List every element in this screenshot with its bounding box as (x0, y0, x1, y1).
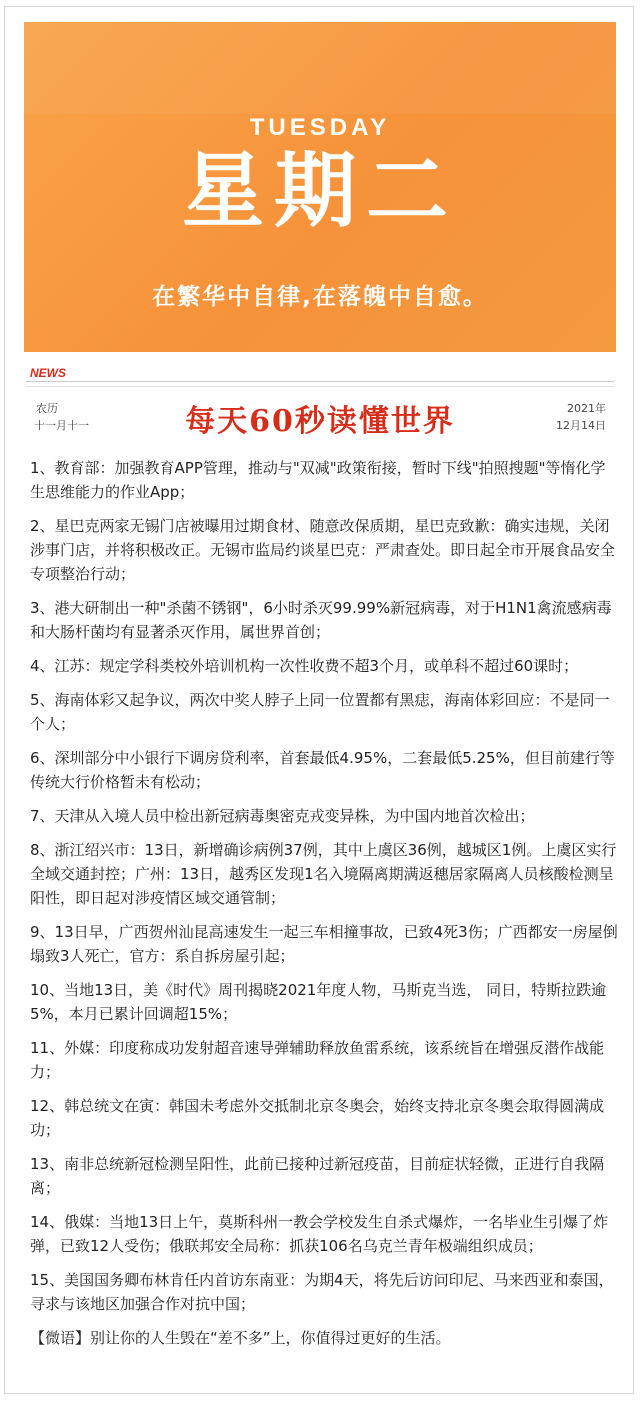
publish-year: 2021年 (567, 402, 606, 415)
weekday-english: TUESDAY (249, 114, 391, 141)
news-item: 14、俄媒：当地13日上午，莫斯科州一教会学校发生自杀式爆炸，一名毕业生引爆了炸弹，已致12人受伤；俄联邦安全局称：抓获106名乌克兰青年极端组织成员； (30, 1213, 609, 1255)
publish-month-day: 12月14日 (556, 419, 606, 432)
news-item: 5、海南体彩又起争议，两次中奖人脖子上同一位置都有黑痣，海南体彩回应：不是同一个人； (30, 691, 610, 733)
news-item: 11、外媒：印度称成功发射超音速导弹辅助释放鱼雷系统，该系统旨在增强反潜作战能力； (30, 1039, 605, 1081)
news-item: 3、港大研制出一种"杀菌不锈钢"，6小时杀灭99.99%新冠病毒，对于H1N1禽流感病毒和大肠杆菌均有显著杀灭作用，属世界首创； (30, 599, 612, 641)
divider (26, 386, 614, 387)
weekday-chinese: 星期二 (181, 144, 458, 239)
news-item: 13、南非总统新冠检测呈阳性，此前已接种过新冠疫苗，目前症状轻微，正进行自我隔离； (30, 1155, 605, 1197)
news-item: 4、江苏：规定学科类校外培训机构一次性收费不超3个月，或单科不超过60课时； (30, 657, 579, 675)
divider (26, 381, 614, 382)
news-item: 10、当地13日，美《时代》周刊揭晓2021年度人物，马斯克当选， 同日，特斯拉跌逾5%，本月已累计回调超15%； (30, 981, 607, 1023)
news-item: 1、教育部：加强教育APP管理，推动与"双减"政策衔接，暂时下线"拍照搜题"等惰化学生思维能力的作业App； (30, 459, 606, 501)
page-title: 每天60秒读懂世界 (185, 404, 455, 439)
daily-motto: 在繁华中自律,在落魄中自愈。 (152, 284, 488, 310)
news-tag: NEWS (30, 366, 66, 380)
news-item: 6、深圳部分中小银行下调房贷利率，首套最低4.95%，二套最低5.25%，但目前建行等传统大行价格暂未有松动； (30, 749, 615, 791)
daily-quote: 【微语】别让你的人生毁在“差不多”上，你值得过更好的生活。 (30, 1329, 451, 1347)
lunar-label: 农历 (36, 402, 58, 415)
hero-banner (24, 22, 616, 352)
news-item: 9、13日早，广西贺州汕昆高速发生一起三车相撞事故，已致4死3伤；广西都安一房屋倒塌致3人死亡，官方：系自拆房屋引起； (30, 923, 618, 965)
news-item: 2、星巴克两家无锡门店被曝用过期食材、随意改保质期，星巴克致歉：确实违规，关闭涉事门店，并将积极改正。无锡市监局约谈星巴克：严肃查处。即日起全市开展食品安全专项整治行动； (30, 517, 616, 583)
lunar-value: 十一月十一 (34, 419, 89, 432)
news-item: 12、韩总统文在寅：韩国未考虑外交抵制北京冬奥会，始终支持北京冬奥会取得圆满成功； (30, 1097, 605, 1139)
news-item: 15、美国国务卿布林肯任内首访东南亚：为期4天，将先后访问印尼、马来西亚和泰国，寻求与该地区加强合作对抗中国； (30, 1271, 614, 1313)
news-list (30, 456, 618, 1350)
publish-date (556, 400, 606, 434)
hero-top-band (24, 22, 616, 114)
news-item: 8、浙江绍兴市：13日，新增确诊病例37例，其中上虞区36例，越城区1例。上虞区实行全域交通封控；广州：13日，越秀区发现1名入境隔离期满返穗居家隔离人员核酸检测呈阳性，即日起对涉疫情区域交通管制； (30, 841, 617, 907)
news-item: 7、天津从入境人员中检出新冠病毒奥密克戎变异株，为中国内地首次检出； (30, 807, 535, 825)
